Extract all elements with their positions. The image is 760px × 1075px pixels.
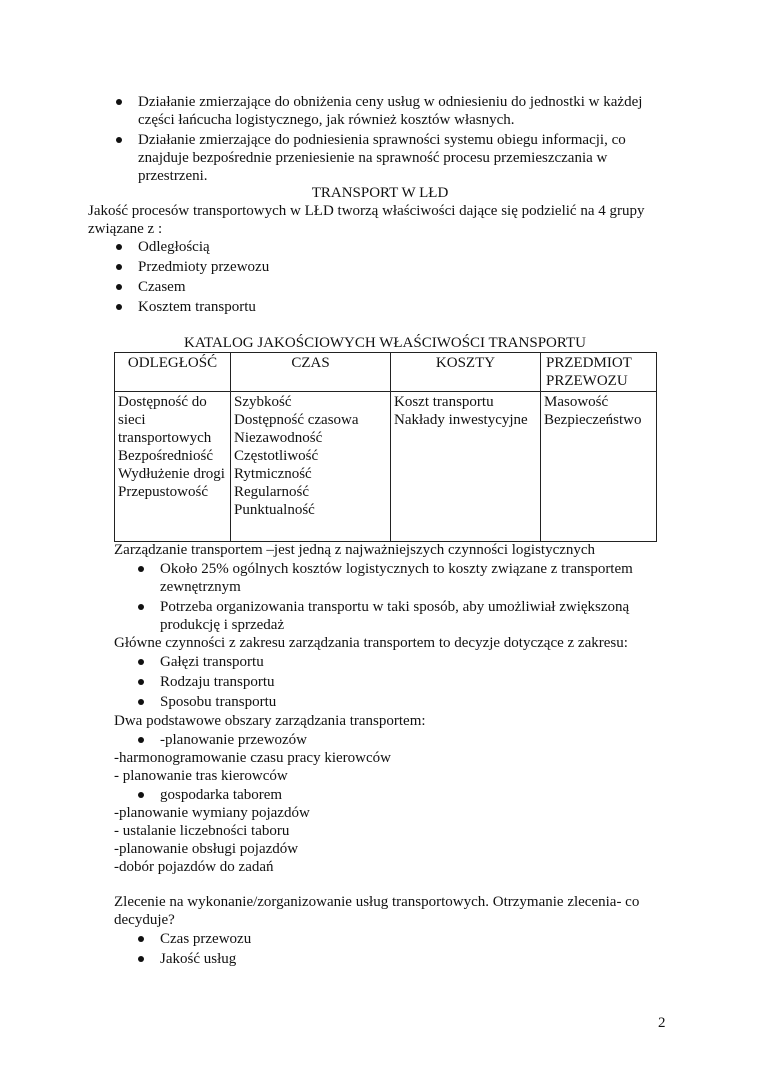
catalog-table (114, 352, 657, 542)
table-row (115, 392, 657, 542)
bullet-icon (116, 284, 122, 290)
list-item (132, 786, 532, 804)
areas-line: -planowanie wymiany pojazdów (114, 805, 310, 821)
list-item (110, 278, 510, 296)
areas-bullet-1 (132, 731, 532, 749)
table-header-cell: PRZEDMIOT PRZEWOZU (541, 353, 657, 392)
areas-intro: Dwa podstawowe obszary zarządzania transportem: (114, 713, 426, 729)
cell-text: Punktualność (234, 502, 315, 518)
list-item-text: Działanie zmierzające do obniżenia ceny usług w odniesieniu do jednostki w każdej części łańcucha logistycznego, jak również kosztów własnych. (138, 94, 643, 128)
list-item-text: gospodarka taborem (160, 787, 283, 803)
table-header-row (115, 353, 657, 392)
bullet-icon (116, 244, 122, 250)
activities-intro: Główne czynności z zakresu zarządzania transportem to decyzje dotyczące z zakresu: (114, 635, 628, 651)
list-item (110, 93, 655, 129)
bullet-icon (138, 566, 144, 572)
cell-text: Dostępność czasowa (234, 412, 359, 428)
bullet-icon (138, 936, 144, 942)
page-number: 2 (658, 1015, 666, 1031)
section-heading-transport: TRANSPORT W LŁD (311, 185, 449, 201)
cell-text: Bezpieczeństwo (544, 412, 642, 428)
areas-line: -dobór pojazdów do zadań (114, 859, 274, 875)
areas-line: - ustalanie liczebności taboru (114, 823, 290, 839)
list-item-text: Sposobu transportu (160, 694, 277, 710)
bullet-icon (138, 792, 144, 798)
list-item (132, 950, 532, 968)
areas-line: -planowanie obsługi pojazdów (114, 841, 299, 857)
list-item-text: Kosztem transportu (138, 299, 256, 315)
bullet-icon (138, 699, 144, 705)
quality-paragraph: Jakość procesów transportowych w LŁD tworzą właściwości dające się podzielić na 4 grupy związane z : (88, 203, 645, 237)
activities-bullet-list (132, 653, 532, 711)
list-item-text: Czas przewozu (160, 931, 252, 947)
list-item-text: Przedmioty przewozu (138, 259, 270, 275)
list-item-text: Gałęzi transportu (160, 654, 264, 670)
bullet-icon (138, 737, 144, 743)
cell-text: Nakłady inwestycyjne (394, 412, 528, 428)
table-cell (391, 392, 541, 542)
table-header-cell: CZAS (231, 353, 391, 392)
bullet-icon (138, 679, 144, 685)
list-item (132, 560, 652, 596)
list-item-text: Działanie zmierzające do podniesienia sprawności systemu obiegu informacji, co znajduje bezpośrednie przeniesienie na sprawność procesu przemieszczania w przestrzeni. (138, 132, 626, 184)
list-item (132, 673, 532, 691)
areas-line: - planowanie tras kierowców (114, 768, 288, 784)
list-item-text: Potrzeba organizowania transportu w taki sposób, aby umożliwiał zwiększoną produkcję i sprzedaż (160, 599, 630, 633)
catalog-title: KATALOG JAKOŚCIOWYCH WŁAŚCIWOŚCI TRANSPORTU (184, 335, 586, 351)
cell-text: Przepustowość (118, 484, 208, 500)
cell-text: Szybkość (234, 394, 292, 410)
list-item-text: -planowanie przewozów (160, 732, 308, 748)
list-item (132, 930, 532, 948)
order-intro: Zlecenie na wykonanie/zorganizowanie usług transportowych. Otrzymanie zlecenia- co decyduje? (114, 894, 640, 928)
bullet-icon (138, 956, 144, 962)
cell-text: Regularność (234, 484, 309, 500)
quality-groups-list (110, 238, 510, 316)
table-header-cell: KOSZTY (391, 353, 541, 392)
cell-text: Koszt transportu (394, 394, 494, 410)
management-bullet-list (132, 560, 652, 634)
list-item-text: Odległością (138, 239, 210, 255)
cell-text: Niezawodność (234, 430, 323, 446)
table-cell (541, 392, 657, 542)
list-item (110, 298, 510, 316)
cell-text: Dostępność do sieci transportowych (118, 394, 212, 446)
list-item (110, 238, 510, 256)
cell-text: Rytmiczność (234, 466, 312, 482)
areas-line: -harmonogramowanie czasu pracy kierowców (114, 750, 391, 766)
list-item (132, 653, 532, 671)
list-item (132, 731, 532, 749)
list-item (132, 693, 532, 711)
bullet-icon (138, 659, 144, 665)
table-cell (231, 392, 391, 542)
list-item-text: Czasem (138, 279, 186, 295)
order-bullet-list (132, 930, 532, 968)
cell-text: Masowość (544, 394, 609, 410)
bullet-icon (116, 99, 122, 105)
list-item-text: Rodzaju transportu (160, 674, 275, 690)
list-item-text: Około 25% ogólnych kosztów logistycznych to koszty związane z transportem zewnętrznym (160, 561, 633, 595)
table-cell (115, 392, 231, 542)
list-item (110, 131, 655, 185)
cell-text: Wydłużenie drogi (118, 466, 225, 482)
cell-text: Częstotliwość (234, 448, 319, 464)
intro-bullet-list (110, 93, 655, 185)
bullet-icon (116, 304, 122, 310)
list-item (110, 258, 510, 276)
cell-text: Bezpośredniość (118, 448, 213, 464)
management-intro: Zarządzanie transportem –jest jedną z najważniejszych czynności logistycznych (114, 542, 596, 558)
table-header-cell: ODLEGŁOŚĆ (115, 353, 231, 392)
bullet-icon (116, 137, 122, 143)
areas-bullet-2 (132, 786, 532, 804)
bullet-icon (138, 604, 144, 610)
list-item-text: Jakość usług (160, 951, 237, 967)
list-item (132, 598, 652, 634)
bullet-icon (116, 264, 122, 270)
